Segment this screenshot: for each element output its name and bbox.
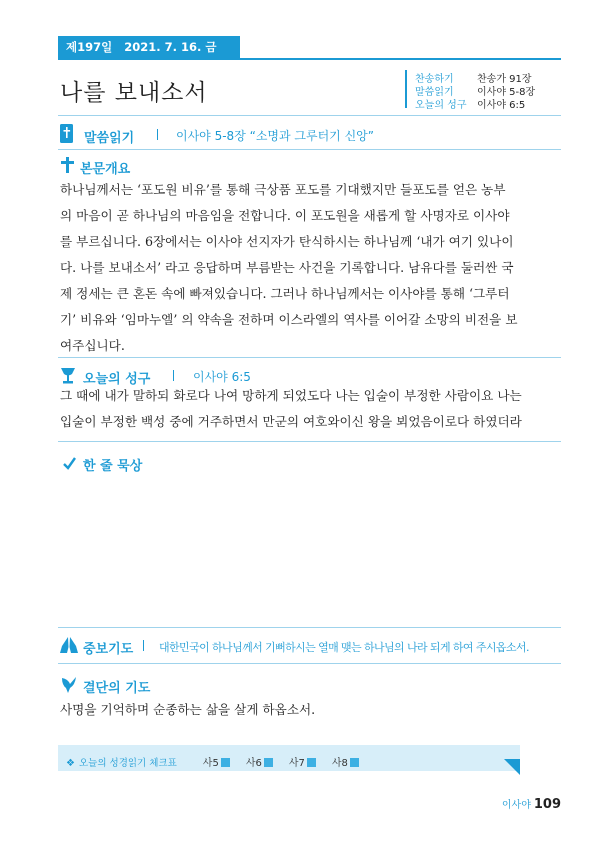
meta-key: 말씀읽기 bbox=[415, 87, 454, 98]
checklist-content bbox=[66, 751, 375, 770]
checkbox[interactable] bbox=[221, 758, 230, 767]
checklist-item[interactable] bbox=[203, 758, 230, 769]
divider bbox=[58, 357, 561, 358]
summary-body bbox=[60, 177, 565, 359]
footer-book: 이사야 bbox=[501, 800, 531, 811]
verse-label: 오늘의 성구 bbox=[83, 372, 151, 387]
meta-value: 이사야 5-8장 bbox=[477, 87, 536, 98]
checklist-item-label: 사8 bbox=[331, 758, 348, 769]
divider bbox=[58, 663, 561, 664]
divider bbox=[58, 115, 561, 116]
cross-icon bbox=[61, 157, 74, 173]
separator bbox=[143, 640, 144, 651]
verse-body bbox=[60, 383, 565, 435]
summary-line: 하나님께서는 ‘포도원 비유’를 통해 극상품 포도를 기대했지만 들포도를 얻은 농부 bbox=[60, 182, 506, 197]
resolution-label: 결단의 기도 bbox=[83, 681, 151, 696]
divider bbox=[58, 149, 561, 150]
checklist-item[interactable] bbox=[332, 758, 359, 769]
resolution-text: 사명을 기억하며 순종하는 삶을 살게 하옵소서. bbox=[60, 702, 316, 717]
reading-label: 말씀읽기 bbox=[84, 131, 135, 146]
checklist-item[interactable] bbox=[246, 758, 273, 769]
verse-line: 입술이 부정한 백성 중에 거주하면서 만군의 여호와이신 왕을 뵈었음이로다 하였더라 bbox=[60, 414, 522, 429]
verse-reference: 이사야 6:5 bbox=[193, 370, 251, 384]
divider bbox=[58, 627, 561, 628]
checkbox[interactable] bbox=[264, 758, 273, 767]
check-icon bbox=[63, 455, 76, 468]
summary-line: 다. 나를 보내소서’ 라고 응답하며 부름받는 사건을 기록합니다. 남유다를 둘러싼 국 bbox=[60, 260, 514, 275]
summary-line: 를 부르십니다. 6장에서는 이사야 선지자가 탄식하시는 하나님께 ‘내가 여기 있나이 bbox=[60, 234, 514, 249]
meta-bar bbox=[405, 70, 407, 108]
checklist-item-label: 사6 bbox=[245, 758, 262, 769]
checkbox[interactable] bbox=[350, 758, 359, 767]
checkbox[interactable] bbox=[307, 758, 316, 767]
corner-fold bbox=[504, 759, 520, 775]
summary-label: 본문개요 bbox=[80, 162, 131, 177]
day-label: 제197일 bbox=[66, 40, 113, 54]
meta-key: 오늘의 성구 bbox=[415, 100, 467, 111]
checklist-item-label: 사5 bbox=[202, 758, 219, 769]
summary-line: 제 정세는 큰 혼돈 속에 빠져있습니다. 그러나 하나님께서는 이사야를 통해 ‘그루터 bbox=[60, 286, 510, 301]
date-tab bbox=[58, 36, 240, 58]
intercession-text: 대한민국이 하나님께서 기뻐하시는 열매 맺는 하나님의 나라 되게 하여 주시옵소서. bbox=[159, 641, 529, 654]
meta-key: 찬송하기 bbox=[415, 74, 454, 85]
meta-value: 이사야 6:5 bbox=[477, 100, 526, 111]
verse-line: 그 때에 내가 말하되 화로다 나여 망하게 되었도다 나는 입술이 부정한 사람이요 나는 bbox=[60, 388, 522, 403]
praying-hands-icon bbox=[58, 636, 80, 654]
meta-value: 찬송가 91장 bbox=[477, 74, 532, 85]
page-title: 나를 보내소서 bbox=[60, 80, 208, 106]
bible-icon bbox=[60, 124, 74, 144]
meditation-label: 한 줄 묵상 bbox=[83, 459, 143, 474]
intercession-label: 중보기도 bbox=[83, 642, 134, 657]
summary-line: 기’ 비유와 ‘임마누엘’ 의 약속을 전하며 이스라엘의 역사를 이어갈 소망의 비전을 보 bbox=[60, 312, 518, 327]
page-number: 109 bbox=[533, 797, 561, 812]
meta-verse bbox=[415, 96, 525, 111]
checklist-item[interactable] bbox=[289, 758, 316, 769]
top-rule bbox=[58, 58, 561, 60]
date-label: 2021. 7. 16. 금 bbox=[124, 40, 217, 54]
checklist-label: 오늘의 성경읽기 체크표 bbox=[78, 758, 177, 769]
separator bbox=[173, 370, 174, 381]
separator bbox=[157, 129, 158, 140]
page-footer bbox=[502, 793, 561, 812]
divider bbox=[58, 441, 561, 442]
reading-reference: 이사야 5-8장 “소명과 그루터기 신앙” bbox=[176, 129, 374, 143]
diamond-icon: ❖ bbox=[66, 758, 75, 769]
checklist-item-label: 사7 bbox=[288, 758, 305, 769]
dove-icon bbox=[60, 675, 78, 694]
chalice-icon bbox=[60, 367, 76, 384]
summary-line: 여주십니다. bbox=[60, 338, 125, 353]
summary-line: 의 마음이 곧 하나님의 마음임을 전합니다. 이 포도원을 새롭게 할 사명자로 이사야 bbox=[60, 208, 510, 223]
